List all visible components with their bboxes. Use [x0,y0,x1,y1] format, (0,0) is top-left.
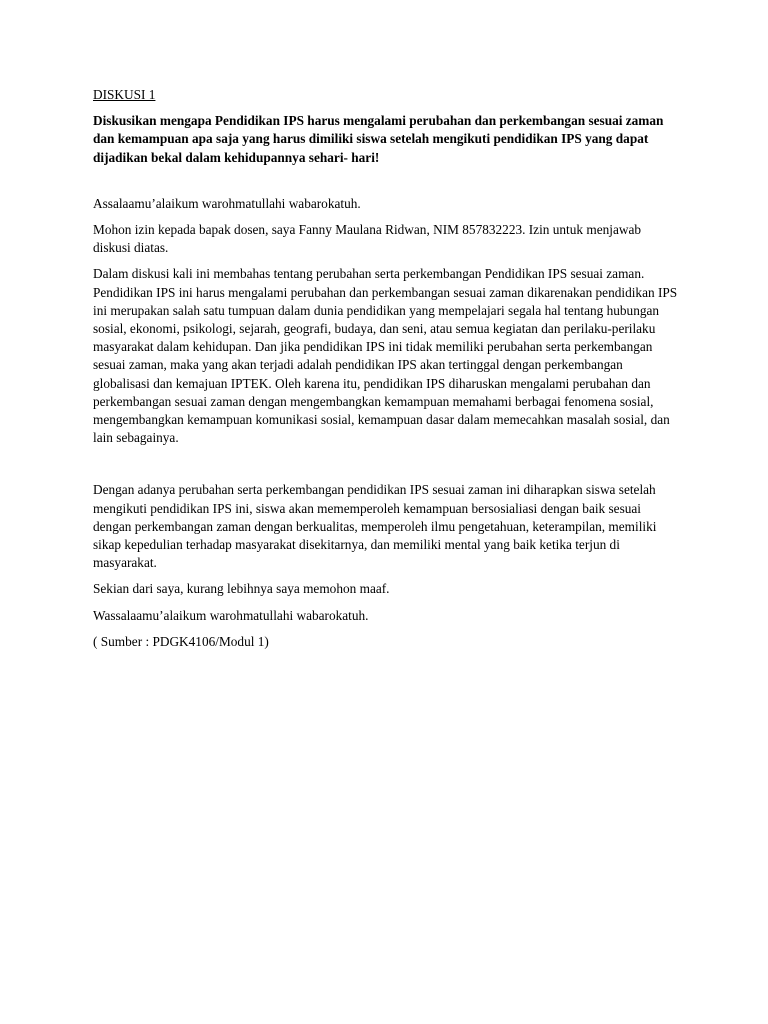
source-citation: ( Sumber : PDGK4106/Modul 1) [93,633,269,649]
document-page [93,86,681,659]
closing-salutation: Wassalaamu’alaikum warohmatullahi wabarokatuh. [93,607,369,623]
body-paragraph-2: Dengan adanya perubahan serta perkembangan pendidikan IPS sesuai zaman ini diharapkan siswa setelah mengikuti pendidikan IPS ini, siswa akan mememperoleh kemampuan bersosialiasi dengan baik sesuai dengan perkembangan zaman dengan berkualitas, memperoleh ilmu pengetahuan, keterampilan, memiliki sikap kepedulian terhadap masyarakat disekitarnya, dan memiliki mental yang baik ketika terjun di masyarakat. [93,482,657,571]
discussion-question: Diskusikan mengapa Pendidikan IPS harus mengalami perubahan dan perkembangan sesuai zaman dan kemampuan apa saja yang harus dimiliki siswa setelah mengikuti pendidikan IPS yang dapat dijadikan bekal dalam kehidupannya sehari- hari! [93,113,664,165]
discussion-heading: DISKUSI 1 [93,87,156,102]
body-paragraph-1: Dalam diskusi kali ini membahas tentang perubahan serta perkembangan Pendidikan IPS sesuai zaman. Pendidikan IPS ini harus mengalami perubahan dan perkembangan sesuai zaman dikarenakan pendidikan IPS ini merupakan salah satu tumpuan dalam dunia pendidikan yang mempelajari segala hal tentang hubungan sosial, ekonomi, psikologi, sejarah, geografi, budaya, dan seni, atau semua kegiatan dan perilaku-perilaku masyarakat dalam kehidupan. Dan jika pendidikan IPS ini tidak memiliki perubahan serta perkembangan sesuai zaman, maka yang akan terjadi adalah pendidikan IPS akan tertinggal dengan perkembangan globalisasi dan kemajuan IPTEK. Oleh karena itu, pendidikan IPS diharuskan mengalami perubahan dan perkembangan sesuai zaman dengan mengembangkan kemampuan memahami berbagai fenomena sosial, mengembangkan kemampuan komunikasi sosial, kemampuan dasar dalam memecahkan masalah sosial, dan lain sebagainya. [93,266,678,446]
spacer [93,167,681,195]
greeting-text: Assalaamu’alaikum warohmatullahi wabarokatuh. [93,195,361,211]
spacer [93,455,681,481]
closing-apology: Sekian dari saya, kurang lebihnya saya memohon maaf. [93,581,390,597]
intro-text: Mohon izin kepada bapak dosen, saya Fanny Maulana Ridwan, NIM 857832223. Izin untuk menjawab diskusi diatas. [93,222,642,256]
